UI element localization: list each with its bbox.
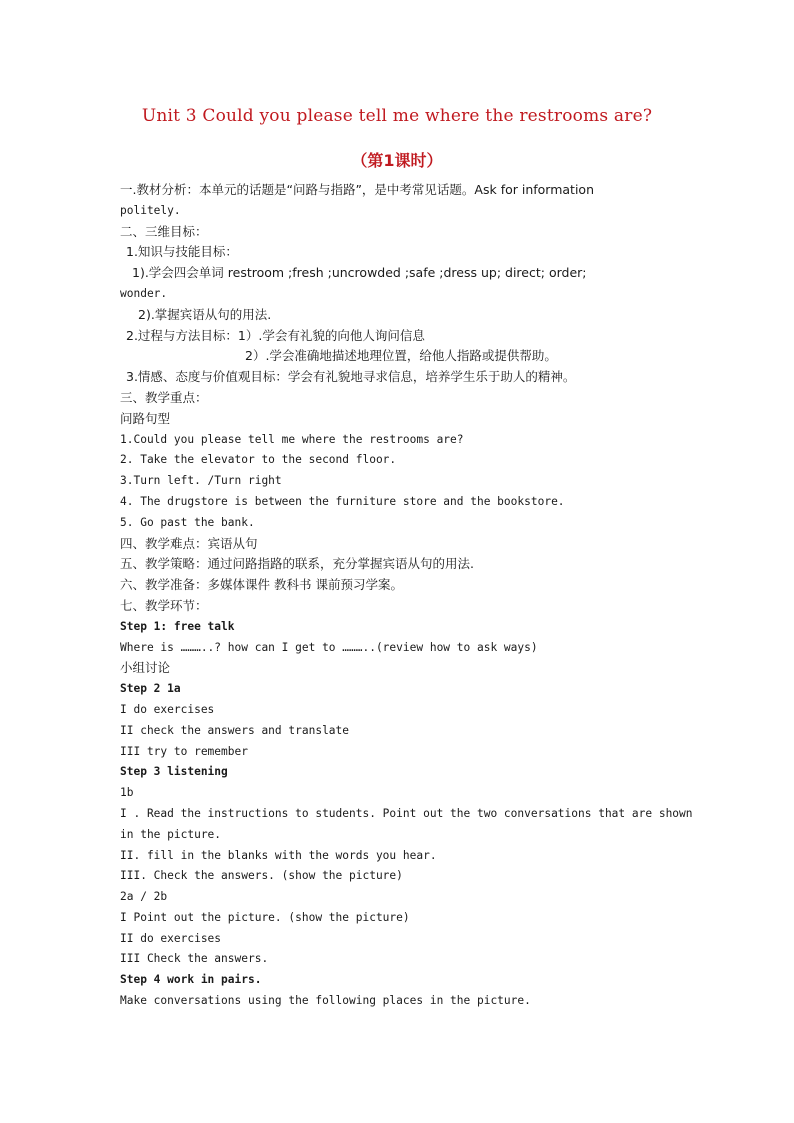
step-heading: Step 2 1a bbox=[120, 682, 181, 696]
text-line: 1.Could you please tell me where the restrooms are? bbox=[120, 432, 464, 446]
text-line: III try to remember bbox=[120, 744, 248, 758]
text-line: 3.情感、态度与价值观目标：学会有礼貌地寻求信息，培养学生乐于助人的精神。 bbox=[126, 369, 576, 385]
text-line: 2）.学会准确地描述地理位置，给他人指路或提供帮助。 bbox=[245, 348, 557, 364]
text-line: 1.知识与技能目标： bbox=[126, 244, 238, 260]
section-heading: 二、三维目标： bbox=[120, 223, 208, 239]
section-heading: 七、教学环节： bbox=[120, 597, 208, 613]
section-heading: 五、教学策略：通过问路指路的联系，充分掌握宾语从句的用法. bbox=[120, 556, 474, 572]
text-line: I . Read the instructions to students. Point out the two conversations that are shown bbox=[120, 806, 693, 820]
section-heading: 三、教学重点： bbox=[120, 389, 208, 405]
text-line: in the picture. bbox=[120, 827, 222, 841]
section-heading: 四、教学难点：宾语从句 bbox=[120, 535, 258, 551]
text-line: 2.过程与方法目标：1）.学会有礼貌的向他人询问信息 bbox=[126, 327, 425, 343]
text-line: 问路句型 bbox=[120, 410, 171, 426]
step-heading: Step 4 work in pairs. bbox=[120, 973, 262, 987]
text-line: 4. The drugstore is between the furniture store and the bookstore. bbox=[120, 494, 565, 508]
text-line: 2. Take the elevator to the second floor. bbox=[120, 453, 397, 467]
document-title: Unit 3 Could you please tell me where the restrooms are? bbox=[141, 106, 653, 126]
text-line: 一.教材分析：本单元的话题是“问路与指路”，是中考常见话题。Ask for information bbox=[120, 182, 595, 197]
text-line: III Check the answers. bbox=[120, 952, 269, 966]
text-line: II do exercises bbox=[120, 931, 222, 945]
text-line: 小组讨论 bbox=[120, 660, 171, 676]
text-line: 1).学会四会单词 restroom ;fresh ;uncrowded ;safe ;dress up; direct; order; bbox=[132, 265, 587, 281]
text-line: 3.Turn left. /Turn right bbox=[120, 474, 282, 488]
text-line: Where is ………..? how can I get to ………..(review how to ask ways) bbox=[120, 640, 538, 654]
text-line: 2).掌握宾语从句的用法. bbox=[138, 306, 272, 322]
text-line: II. fill in the blanks with the words you hear. bbox=[120, 848, 437, 862]
text-line: wonder. bbox=[120, 286, 168, 300]
text-line: politely. bbox=[120, 203, 181, 217]
document-body bbox=[120, 180, 693, 1012]
text-line: II check the answers and translate bbox=[120, 723, 350, 737]
lesson-subtitle: （第1课时） bbox=[351, 151, 443, 170]
section-heading: 六、教学准备：多媒体课件 教科书 课前预习学案。 bbox=[120, 577, 403, 593]
step-heading: Step 1: free talk bbox=[120, 619, 235, 633]
text-line: I Point out the picture. (show the picture) bbox=[120, 910, 410, 924]
text-line: III. Check the answers. (show the picture) bbox=[120, 869, 403, 883]
step-heading: Step 3 listening bbox=[120, 765, 228, 779]
text-line: 1b bbox=[120, 786, 134, 800]
text-line: 2a / 2b bbox=[120, 890, 168, 904]
text-line: I do exercises bbox=[120, 702, 215, 716]
text-line: Make conversations using the following places in the picture. bbox=[120, 994, 531, 1008]
text-line: 5. Go past the bank. bbox=[120, 515, 255, 529]
